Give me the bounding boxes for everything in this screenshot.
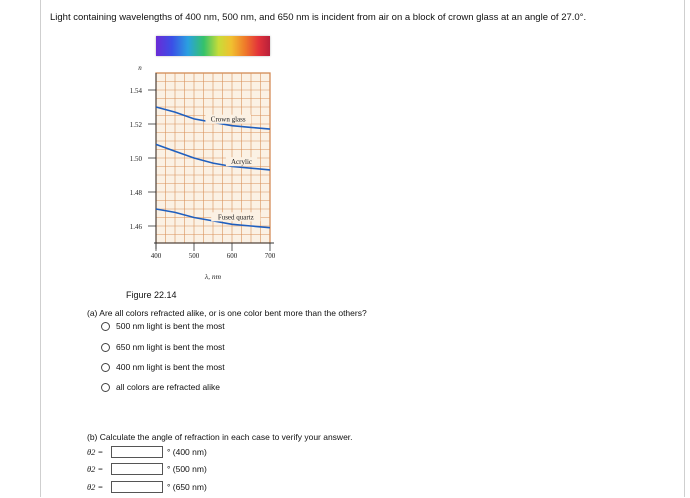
y-axis-label: n (138, 64, 142, 72)
option-400nm[interactable] (101, 362, 225, 372)
y-tick-label: 1.50 (129, 155, 142, 163)
option-label: 500 nm light is bent the most (116, 321, 225, 331)
radio-button[interactable] (101, 383, 110, 392)
option-label: all colors are refracted alike (116, 382, 220, 392)
option-500nm[interactable] (101, 321, 225, 331)
y-tick-label: 1.54 (129, 87, 142, 95)
theta2-label: θ2 = (87, 464, 104, 474)
problem-statement: Light containing wavelengths of 400 nm, 500 nm, and 650 nm is incident from air on a block of crown glass at an angle of 27.0°. (50, 12, 587, 23)
unit-label: ° (400 nm) (167, 447, 207, 457)
series-label-crown-glass: Crown glass (210, 115, 246, 124)
question-b-text: (b) Calculate the angle of refraction in each case to verify your answer. (87, 432, 353, 442)
x-tick-label: 700 (264, 252, 276, 260)
y-tick-label: 1.46 (129, 223, 142, 231)
theta2-400nm-input[interactable] (111, 446, 163, 458)
x-tick-label: 400 (150, 252, 162, 260)
x-axis-label: λ, nm (204, 272, 222, 281)
y-tick-label: 1.48 (129, 189, 142, 197)
question-a-text: (a) Are all colors refracted alike, or is one color bent more than the others? (87, 308, 367, 318)
radio-button[interactable] (101, 322, 110, 331)
chart-svg (100, 58, 300, 288)
refractive-index-chart (100, 58, 300, 288)
series-label-fused-quartz: Fused quartz (217, 213, 254, 222)
figure-caption: Figure 22.14 (126, 290, 177, 300)
unit-label: ° (500 nm) (167, 464, 207, 474)
x-tick-label: 500 (188, 252, 200, 260)
y-tick-label: 1.52 (129, 121, 142, 129)
radio-button[interactable] (101, 343, 110, 352)
option-all-alike[interactable] (101, 382, 220, 392)
unit-label: ° (650 nm) (167, 482, 207, 492)
x-tick-label: 600 (226, 252, 238, 260)
radio-button[interactable] (101, 363, 110, 372)
theta2-500nm-input[interactable] (111, 463, 163, 475)
option-label: 400 nm light is bent the most (116, 362, 225, 372)
answer-row-650nm (87, 481, 207, 493)
visible-spectrum-bar (156, 36, 270, 56)
theta2-label: θ2 = (87, 447, 104, 457)
answer-row-400nm (87, 446, 207, 458)
option-label: 650 nm light is bent the most (116, 342, 225, 352)
series-label-acrylic: Acrylic (231, 158, 252, 167)
theta2-label: θ2 = (87, 482, 104, 492)
answer-row-500nm (87, 463, 207, 475)
option-650nm[interactable] (101, 342, 225, 352)
theta2-650nm-input[interactable] (111, 481, 163, 493)
